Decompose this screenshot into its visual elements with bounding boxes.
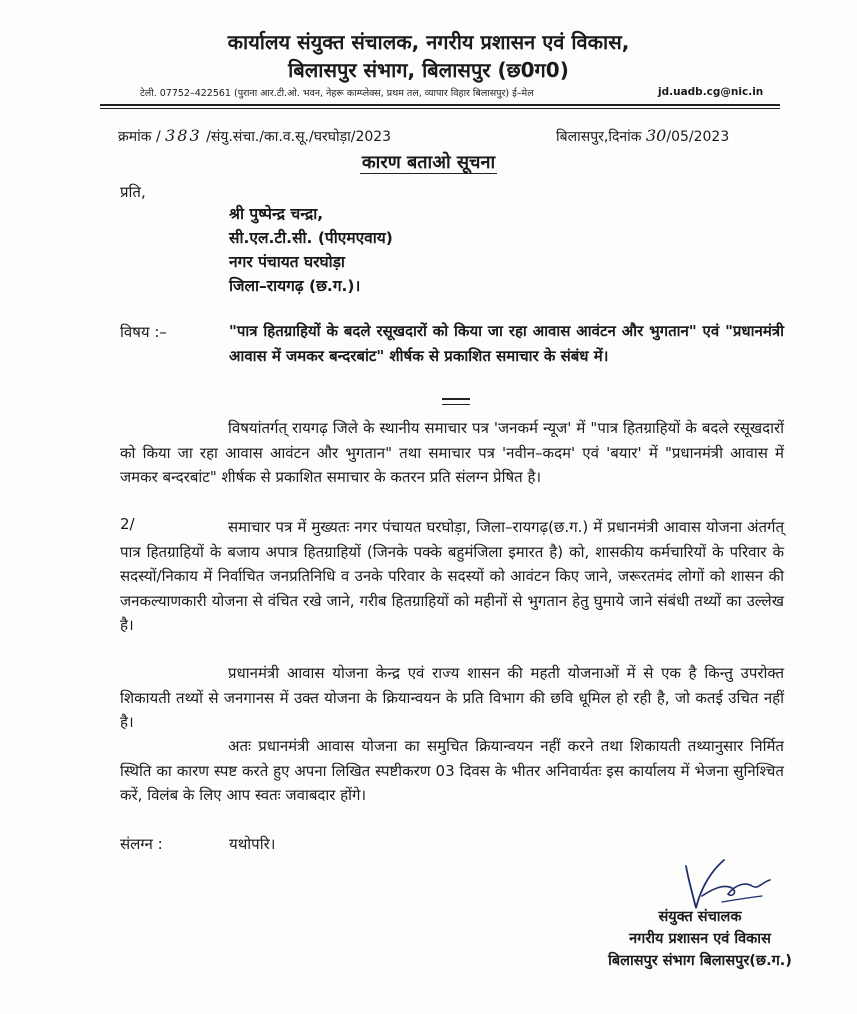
reference-handwritten-number: 383 [165,126,202,145]
date-prefix: बिलासपुर,दिनांक [556,129,642,145]
body-paragraph-1: विषयांतर्गत् रायगढ़ जिले के स्थानीय समाचार पत्र 'जनकर्म न्यूज' में "पात्र हितग्राहियों के बदले रसूखदारों को किया जा रहा आवास आवंटन और भुगतान" तथा समाचार पत्र 'नवीन–कदम' एवं 'बयार' में "प्रधानमंत्री आवास में जमकर बन्दरबांट" शीर्षक से प्रकाशित समाचार के कतरन प्रति संलग्न प्रेषित है। [120,419,784,486]
notice-title [0,150,857,174]
paragraph-number-2: 2/ [120,515,135,533]
date-rest: /05/2023 [666,129,730,145]
contact-email: jd.uadb.cg@nic.in [658,86,764,98]
reference-number [118,126,391,146]
reference-prefix: क्रमांक / [118,129,161,145]
header-rule-bottom [100,108,780,109]
reference-suffix: /संयु.संचा./का.व.सू./घरघोड़ा/2023 [206,129,392,145]
subject-label: विषय :– [120,323,167,341]
signatory-location: बिलासपुर संभाग बिलासपुर(छ.ग.) [608,953,792,969]
enclosure-value: यथोपरि। [229,835,276,853]
recipient-office: नगर पंचायत घरघोड़ा [229,253,345,271]
signatory-designation: संयुक्त संचालक [658,909,742,925]
subject-text: "पात्र हितग्राहियों के बदले रसूखदारों को किया जा रहा आवास आवंटन और भुगतान" एवं "प्रधानमंत्री आवास में जमकर बन्दरबांट" शीर्षक से प्रकाशित समाचार के संबंध में। [229,322,784,365]
recipient-designation: सी.एल.टी.सी. (पीएमएवाय) [229,229,393,247]
enclosure-label: संलग्न : [120,835,163,853]
notice-title-text: कारण बताओ सूचना [361,152,496,173]
contact-line [140,86,764,99]
letter-date [556,126,729,146]
signatory-department: नगरीय प्रशासन एवं विकास [629,931,771,947]
recipient-to: प्रति, [120,183,146,201]
body-paragraph-2: समाचार पत्र में मुख्यतः नगर पंचायत घरघोड़ा, जिला–रायगढ़(छ.ग.) में प्रधानमंत्री आवास योजना अंतर्गत् पात्र हितग्राहियों के बजाय अपात्र हितग्राहियों (जिनके पक्के बहुमंजिला इमारत है) को, शासकीय कर्मचारियों के परिवार के सदस्यों/निकाय में निर्वाचित जनप्रतिनिधि व उनके परिवार के सदस्यों को आवंटन किए जाने, जरूरतमंद लोगों को शासन की जनकल्याणकारी योजना से वंचित रखे जाने, गरीब हितग्राहियों को महीनों से भुगतान हेतु घुमाये जाने संबंधी तथ्यों का उल्लेख है। [120,518,784,634]
header-rule-top [100,104,780,106]
office-location: बिलासपुर संभाग, बिलासपुर (छ0ग0) [288,58,569,82]
body-paragraph-3: प्रधानमंत्री आवास योजना केन्द्र एवं राज्य शासन की महती योजनाओं में से एक है किन्तु उपरोक्त शिकायती तथ्यों से जनगानस में उक्त योजना के क्रियान्वयन के प्रति विभाग की छवि धूमिल हो रही है, जो कतई उचित नहीं है। [120,664,784,731]
office-title: कार्यालय संयुक्त संचालक, नगरीय प्रशासन एवं विकास, [227,30,630,54]
recipient-district: जिला–रायगढ़ (छ.ग.)। [229,277,361,295]
body-paragraph-4: अतः प्रधानमंत्री आवास योजना का समुचित क्रियान्वयन नहीं करने तथा शिकायती तथ्यानुसार निर्मित स्थिति का कारण स्पष्ट करते हुए अपना लिखित स्पष्टीकरण 03 दिवस के भीतर अनिवार्यतः इस कार्यालय में भेजना सुनिश्चित करें, विलंब के लिए आप स्वतः जवाबदार होंगे। [120,737,784,804]
contact-details: टेली. 07752–422561 (पुराना आर.टी.ओ. भवन, नेहरू काम्प्लेक्स, प्रथम तल, व्यापार विहार बिलासपुर) ई–मेल [140,88,534,99]
recipient-name: श्री पुष्पेन्द्र चन्द्रा, [229,205,324,223]
separator-mark [442,398,470,405]
date-day: 30 [646,126,667,145]
